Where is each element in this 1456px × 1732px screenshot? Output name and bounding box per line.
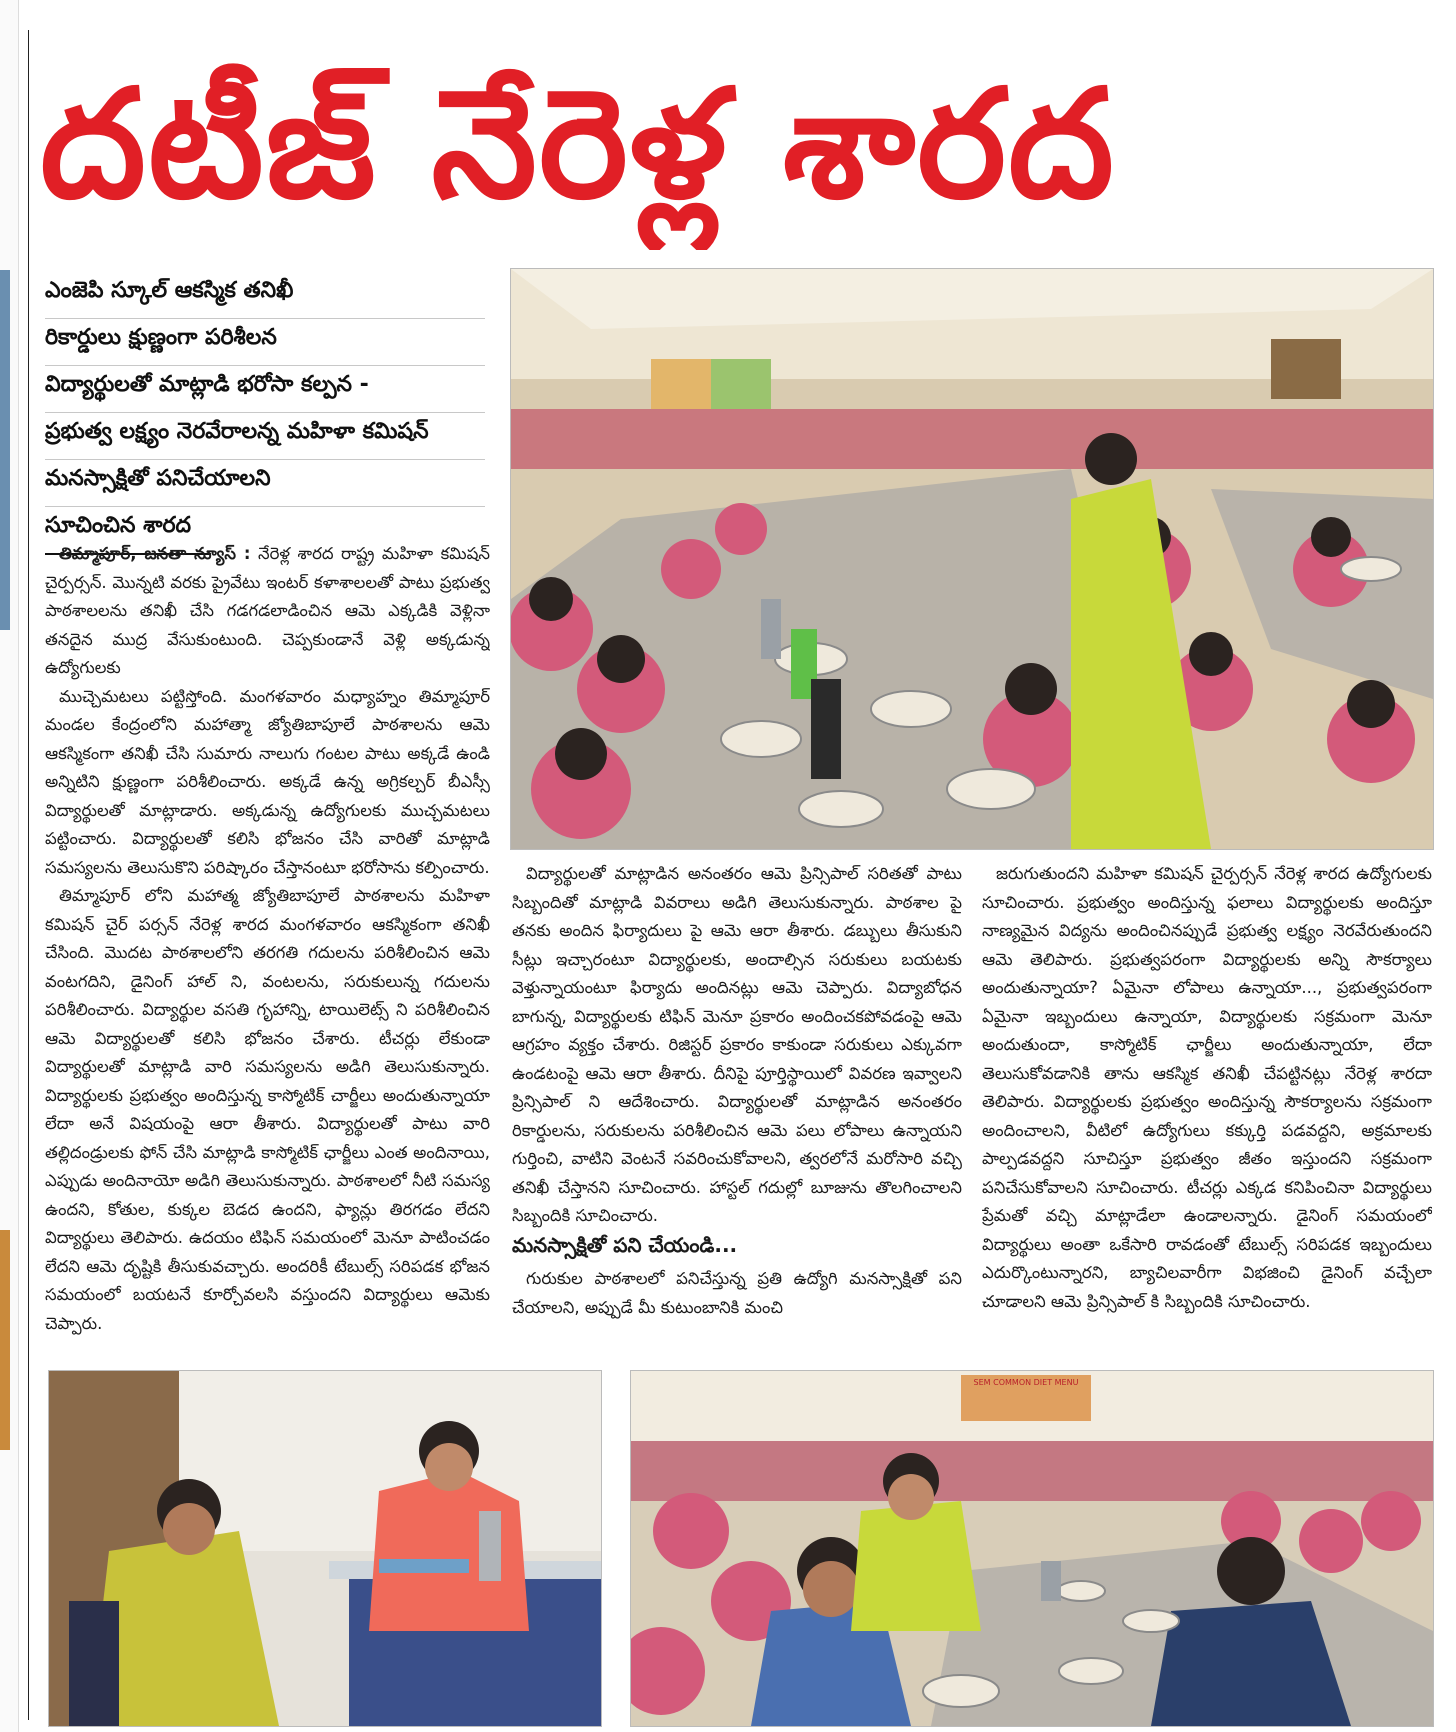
article-paragraph: నేరెళ్ల శారద రాష్ట్ర మహిళా కమిషన్ చైర్పర్సన్. మొన్నటి వరకు ప్రైవేటు ఇంటర్ కళాశాలలతో పాటు ప్రభుత్వ పాఠశాలలను తనిఖీ చేసి గడగడలాడించిన ఆమె ఎక్కడికి వెళ్లినా తనదైన ముద్ర వేసుకుంటుంది. చెప్పకుండానే వెళ్లి అక్కడున్న ఉద్యోగులకు <box>45 544 490 677</box>
article-column-2 <box>512 860 962 1350</box>
article-column-3 <box>982 860 1432 1350</box>
article-paragraph: ముచ్చెమటలు పట్టిస్తోంది. మంగళవారం మధ్యాహ్నం తిమ్మాపూర్ మండల కేంద్రంలోని మహాత్మా జ్యోతిబాపూలే పాఠశాలను ఆమె ఆకస్మికంగా తనిఖీ చేసి సుమారు నాలుగు గంటల పాటు అక్కడే ఉండి అన్నిటిని క్షుణ్ణంగా పరిశీలించారు. అక్కడే ఉన్న అగ్రికల్చర్ బీఎస్సీ విద్యార్థులతో మాట్లాడారు. అక్కడున్న ఉద్యోగులకు ముచ్చమటలు పట్టించారు. విద్యార్థులతో కలిసి భోజనం చేసి వారితో మాట్లాడి సమస్యలను తెలుసుకొని పరిష్కారం చేస్తానంటూ భరోసాను కల్పించారు. <box>45 686 490 877</box>
article-paragraph: తిమ్మాపూర్ లోని మహాత్మ జ్యోతిబాపూలే పాఠశాలను మహిళా కమిషన్ చైర్ పర్సన్ నేరెళ్ల శారద మంగళవారం ఆకస్మికంగా తనిఖీ చేసింది. మొదట పాఠశాలలోని తరగతి గదులను పరిశీలించిన ఆమె వంటగదిని, డైనింగ్ హాల్ ని, వంటలను, సరుకులున్న గదులను పరిశీలించారు. విద్యార్థుల వసతి గృహాన్ని, టాయిలెట్స్ ని పరిశీలించిన ఆమె విద్యార్థులతో కలిసి భోజనం చేశారు. టీచర్లు లేకుండా విద్యార్థులతో మాట్లాడి వారి సమస్యలను అడిగి తెలుసుకున్నారు. విద్యార్థులకు ప్రభుత్వం అందిస్తున్న కాస్మోటిక్ చార్జీలు అందుతున్నాయా లేదా అనే విషయంపై ఆరా తీశారు. విద్యార్థులతో పాటు వారి తల్లిదండ్రులకు ఫోన్ చేసి మాట్లాడి కాస్మోటిక్ ఛార్జీలు ఎంత అందినాయి, ఎప్పుడు అందినాయో అడిగి తెలుసుకున్నారు. పాఠశాలలో నీటి సమస్య ఉందని, కోతుల, కుక్కల బెడద ఉందని, ఫ్యాన్లు తిరగడం లేదని విద్యార్థులు తెలిపారు. ఉదయం టిఫిన్ సమయంలో మెనూ పాటించడం లేదని ఆమె దృష్టికి తీసుకువచ్చారు. అందరికీ టేబుల్స్ సరిపడక భోజన సమయంలో బయటనే కూర్చోవలసి వస్తుందని విద్యార్థులు ఆమెకు చెప్పారు. <box>45 886 490 1333</box>
article-paragraph: విద్యార్థులతో మాట్లాడిన అనంతరం ఆమె ప్రిన్సిపాల్ సరితతో పాటు సిబ్బందితో మాట్లాడి వివరాలు అడిగి తెలుసుకున్నారు. పాఠశాల పై తనకు అందిన ఫిర్యాదులు పై ఆమె ఆరా తీశారు. డబ్బులు తీసుకుని సీట్లు ఇచ్చారంటూ విద్యార్థులకు, అందాల్సిన సరుకులు బయటకు వెళ్తున్నాయంటూ ఫిర్యాదు అందినట్లు ఆమె చెప్పారు. విద్యాబోధన బాగున్న, విద్యార్థులకు టిఫిన్ మెనూ ప్రకారం అందించకపోవడంపై ఆమె ఆగ్రహం వ్యక్తం చేశారు. రిజిస్టర్ ప్రకారం కాకుండా సరుకులు ఎక్కువగా ఉండటంపై ఆమె ఆరా తీశారు. దీనిపై పూర్తిస్థాయిలో వివరణ ఇవ్వాలని ప్రిన్సిపాల్ ని ఆదేశించారు. విద్యార్థులతో మాట్లాడిన అనంతరం రికార్డులను, సరుకులను పరిశీలించిన ఆమె పలు లోపాలు ఉన్నాయని గుర్తించి, వాటిని వెంటనే సవరించుకోవాలని, త్వరలోనే మరోసారి వచ్చి తనిఖీ చేస్తానని సూచించారు. హాస్టల్ గదుల్లో బూజును తొలగించాలని సిబ్బందికి సూచించారు. <box>512 864 962 1225</box>
subhead: సూచించిన శారద <box>45 507 211 555</box>
article-paragraph: గురుకుల పాఠశాలలో పనిచేస్తున్న ప్రతి ఉద్యోగి మనస్సాక్షితో పని చేయాలని, అప్పుడే మీ కుటుంబానికి మంచి <box>512 1269 962 1317</box>
column-rule <box>28 30 29 1720</box>
subhead: మనస్సాక్షితో పనిచేయాలని <box>45 460 485 507</box>
page-edge-strip <box>0 0 19 1732</box>
crosshead: మనస్సాక్షితో పని చేయండి... <box>512 1232 738 1257</box>
subhead: ఎంజెపి స్కూల్ ఆకస్మిక తనిఖీ <box>45 272 485 319</box>
edge-photo-fragment <box>0 270 10 630</box>
article-dateline: తిమ్మాపూర్, జనతా న్యూస్ : <box>59 544 251 563</box>
article-paragraph: జరుగుతుందని మహిళా కమిషన్ చైర్పర్సన్ నేరెళ్ల శారద ఉద్యోగులకు సూచించారు. ప్రభుత్వం అందిస్తున్న ఫలాలు విద్యార్థులకు అందిస్తూ నాణ్యమైన విద్యను అందించినప్పుడే ప్రభుత్వ లక్ష్యం నెరవేరుతుందని ఆమె తెలిపారు. ప్రభుత్వపరంగా విద్యార్థులకు అన్ని సౌకర్యాలు అందుతున్నాయా? ఏమైనా లోపాలు ఉన్నాయా..., ప్రభుత్వపరంగా ఏమైనా ఇబ్బందులు ఉన్నాయా, విద్యార్థులకు సక్రమంగా మెనూ అందుతుందా, కాస్మోటిక్ ఛార్జీలు అందుతున్నాయా, లేదా తెలుసుకోవడానికి తాను ఆకస్మిక తనిఖీ చేపట్టినట్లు నేరెళ్ల శారదా తెలిపారు. విద్యార్థులకు ప్రభుత్వం అందిస్తున్న సౌకర్యాలను సక్రమంగా అందించాలని, వీటిలో ఉద్యోగులు కక్కుర్తి పడవద్దని, అక్రమాలకు పాల్పడవద్దని సూచిస్తూ ప్రభుత్వం జీతం ఇస్తుందని సక్రమంగా పనిచేసుకోవాలని సూచించారు. టీచర్లు ఎక్కడ కనిపించినా విద్యార్థులు ప్రేమతో వచ్చి మాట్లాడేలా ఉండాలన్నారు. డైనింగ్ సమయంలో విద్యార్థులు అంతా ఒకేసారి రావడంతో టేబుల్స్ సరిపడక ఇబ్బందులు ఎదుర్కొంటున్నారని, బ్యాచిలవారీగా విభజించి డైనింగ్ వచ్చేలా చూడాలని ఆమె ప్రిన్సిపాల్ కి సిబ్బందికి సూచించారు. <box>982 864 1432 1311</box>
headline: దటీజ్ నేరెళ్ల శారద <box>40 58 1116 232</box>
subhead: రికార్డులు క్షుణ్ణంగా పరిశీలన <box>45 319 485 366</box>
diet-menu-banner: SEM COMMON DIET MENU <box>973 1378 1079 1387</box>
students-dining-photo <box>630 1370 1434 1727</box>
subhead: విద్యార్థులతో మాట్లాడి భరోసా కల్పన - <box>45 366 485 413</box>
edge-photo-fragment <box>0 1230 10 1450</box>
article-column-1 <box>45 540 490 1360</box>
office-meeting-photo <box>48 1370 602 1727</box>
dining-hall-photo <box>510 268 1434 850</box>
subhead: ప్రభుత్వ లక్ష్యం నెరవేరాలన్న మహిళా కమిషన్ <box>45 413 485 460</box>
subheads <box>45 272 485 559</box>
